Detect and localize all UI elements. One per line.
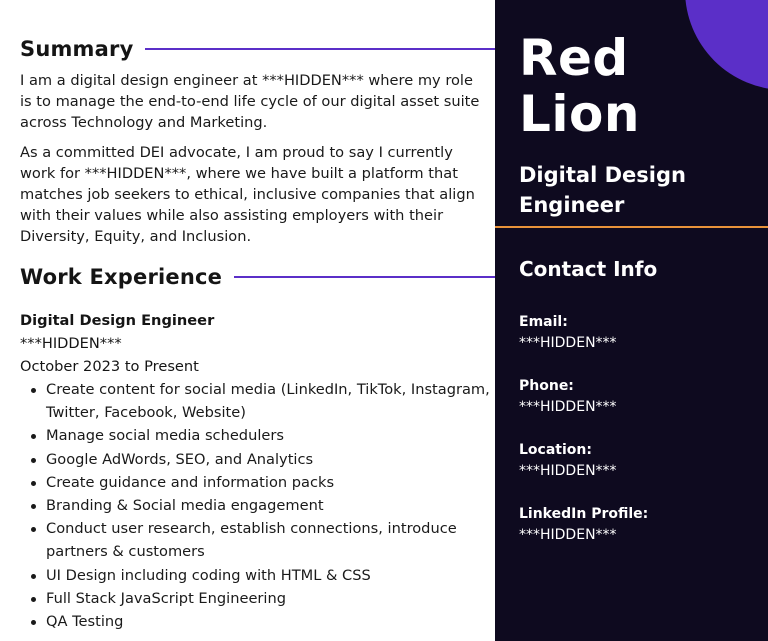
summary-heading: Summary [20,37,134,61]
location-value: ***HIDDEN*** [519,463,617,479]
decorative-circle [685,0,768,90]
list-item [20,564,490,587]
role-line-1: Digital Design [519,163,686,187]
list-item [20,494,490,517]
bullet-text: Create content for social media (LinkedIn, TikTok, Instagram, Twitter, Facebook, Website) [46,381,490,422]
list-item [20,610,490,633]
sidebar [495,0,768,641]
bullet-text: QA Testing [46,613,124,631]
bullet-text: Google AdWords, SEO, and Analytics [46,450,314,468]
bullet-text: UI Design including coding with HTML & CSS [46,566,371,584]
list-item [20,517,490,563]
list-item [20,471,490,494]
list-item [20,448,490,471]
email-value[interactable]: ***HIDDEN*** [519,335,617,351]
work-heading: Work Experience [20,265,223,289]
list-item [20,587,490,610]
contact-heading: Contact Info [519,257,658,281]
bullet-icon [31,620,36,625]
role-line-2: Engineer [519,193,625,217]
bullet-icon [31,574,36,579]
job-bullet-list [20,378,490,633]
sidebar-divider [495,226,768,228]
bullet-icon [31,388,36,393]
bullet-text: Full Stack JavaScript Engineering [46,589,286,607]
work-header [20,265,495,289]
linkedin-label: LinkedIn Profile: [519,506,649,522]
summary-rule [145,48,495,50]
bullet-icon [31,527,36,532]
bullet-icon [31,434,36,439]
bullet-text: Create guidance and information packs [46,473,335,491]
bullet-icon [31,481,36,486]
bullet-text: Manage social media schedulers [46,427,284,445]
job-company: ***HIDDEN*** [20,335,122,352]
summary-paragraph-2: As a committed DEI advocate, I am proud to say I currently work for ***HIDDEN***, where we have built a platform that matches job seekers to ethical, inclusive companies that align with their values while also assisting employers with their Diversity, Equity, and Inclusion. [20,144,475,245]
bullet-icon [31,597,36,602]
linkedin-value[interactable]: ***HIDDEN*** [519,527,617,543]
location-label: Location: [519,442,592,458]
bullet-icon [31,458,36,463]
name-line-2: Lion [519,85,640,143]
email-label: Email: [519,314,568,330]
summary-paragraph-1: I am a digital design engineer at ***HIDDEN*** where my role is to manage the end-to-end life cycle of our digital asset suite across Technology and Marketing. [20,72,480,131]
name-line-1: Red [519,29,629,87]
bullet-text: Conduct user research, establish connections, introduce partners & customers [46,520,457,561]
bullet-text: Branding & Social media engagement [46,497,324,515]
phone-value[interactable]: ***HIDDEN*** [519,399,617,415]
job-dates: October 2023 to Present [20,358,199,375]
list-item [20,424,490,447]
profile-name [519,30,640,142]
summary-header [20,37,495,61]
phone-label: Phone: [519,378,574,394]
work-rule [234,276,495,278]
bullet-icon [31,504,36,509]
list-item [20,378,490,424]
job-title: Digital Design Engineer [20,312,215,329]
profile-role [519,160,686,220]
